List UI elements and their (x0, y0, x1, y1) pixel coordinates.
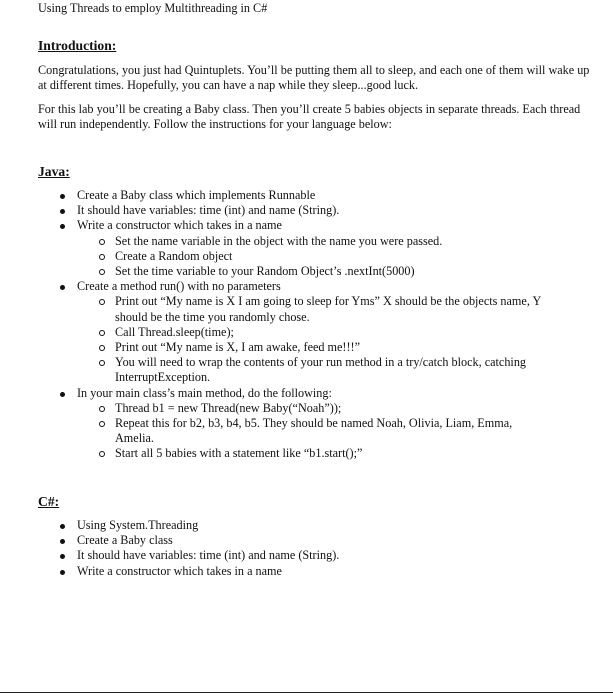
list-item (0, 386, 600, 401)
hollow-bullet-icon (99, 406, 105, 412)
list-item-text: Create a Baby class (77, 533, 173, 548)
hollow-bullet-icon (99, 254, 105, 260)
csharp-heading: C#: (38, 494, 60, 509)
list-item-text: Write a constructor which takes in a name (77, 218, 282, 233)
sub-list-item (0, 264, 545, 279)
sub-list-item (0, 325, 545, 340)
sub-list-item-text: Repeat this for b2, b3, b4, b5. They should be named Noah, Olivia, Liam, Emma, Amelia. (115, 416, 513, 446)
sub-list-item (0, 294, 545, 324)
hollow-bullet-icon (99, 360, 105, 366)
sub-list-item (0, 401, 545, 416)
list-item (0, 188, 600, 203)
bullet-icon (60, 554, 65, 559)
list-item-text: It should have variables: time (int) and name (String). (77, 203, 340, 218)
list-item (0, 218, 600, 233)
bullet-icon (60, 209, 65, 214)
java-heading: Java: (38, 164, 70, 179)
sub-list-item (0, 340, 545, 355)
list-item (0, 279, 600, 294)
sub-list-item (0, 249, 545, 264)
list-item-text: Using System.Threading (77, 518, 199, 532)
page-bottom-divider (0, 692, 613, 693)
bullet-icon (60, 194, 65, 199)
sub-list-item-text: Print out “My name is X I am going to sleep for Yms” X should be the objects name, Y should be the time you randomly chose. (115, 294, 541, 324)
list-item (0, 203, 600, 218)
list-item-text: In your main class’s main method, do the following: (77, 385, 332, 400)
bullet-icon (60, 570, 65, 575)
list-item-text: Create a Baby class which implements Runnable (77, 188, 316, 202)
bullet-icon (60, 224, 65, 229)
sub-list-item (0, 234, 545, 249)
list-item (0, 548, 600, 563)
list-item-text: It should have variables: time (int) and name (String). (77, 548, 340, 563)
hollow-bullet-icon (99, 299, 105, 305)
list-item-text: Write a constructor which takes in a name (77, 563, 282, 578)
sub-list-item-text: Start all 5 babies with a statement like “b1.start();” (115, 446, 363, 461)
sub-list-item-text: Call Thread.sleep(time); (115, 324, 234, 339)
csharp-instructions-list (0, 518, 600, 579)
bullet-icon (60, 539, 65, 544)
bullet-icon (60, 285, 65, 290)
document-title: Using Threads to employ Multithreading in C# (38, 1, 268, 15)
bullet-icon (60, 524, 65, 529)
sub-list-item (0, 355, 545, 385)
list-item-text: Create a method run() with no parameters (77, 279, 281, 294)
sub-list-item-text: Create a Random object (115, 248, 233, 263)
sub-list-item-text: Thread b1 = new Thread(new Baby(“Noah”)); (115, 400, 342, 415)
intro-paragraph-2: For this lab you’ll be creating a Baby class. Then you’ll create 5 babies objects in separate threads. Each thread will run independently. Follow the instructions for your language below: (38, 102, 581, 132)
sub-list-item-text: Print out “My name is X, I am awake, feed me!!!” (115, 340, 361, 355)
sub-list-item (0, 416, 545, 446)
hollow-bullet-icon (99, 330, 105, 336)
hollow-bullet-icon (99, 239, 105, 245)
introduction-heading: Introduction: (38, 38, 117, 53)
list-item (0, 518, 600, 533)
sub-list-item-text: You will need to wrap the contents of your run method in a try/catch block, catching InterruptException. (115, 355, 527, 385)
sub-list-item-text: Set the name variable in the object with the name you were passed. (115, 233, 443, 248)
list-item (0, 564, 600, 579)
hollow-bullet-icon (99, 345, 105, 351)
bullet-icon (60, 392, 65, 397)
sub-list-item-text: Set the time variable to your Random Object’s .nextInt(5000) (115, 264, 415, 279)
intro-paragraph-1: Congratulations, you just had Quintuplets. You’ll be putting them all to sleep, and each one of them will wake up at different times. Hopefully, you can have a nap while they sleep...good luck. (38, 63, 590, 93)
hollow-bullet-icon (99, 421, 105, 427)
list-item (0, 533, 600, 548)
sub-list-item (0, 446, 545, 461)
hollow-bullet-icon (99, 451, 105, 457)
java-instructions-list (0, 188, 600, 462)
hollow-bullet-icon (99, 269, 105, 275)
